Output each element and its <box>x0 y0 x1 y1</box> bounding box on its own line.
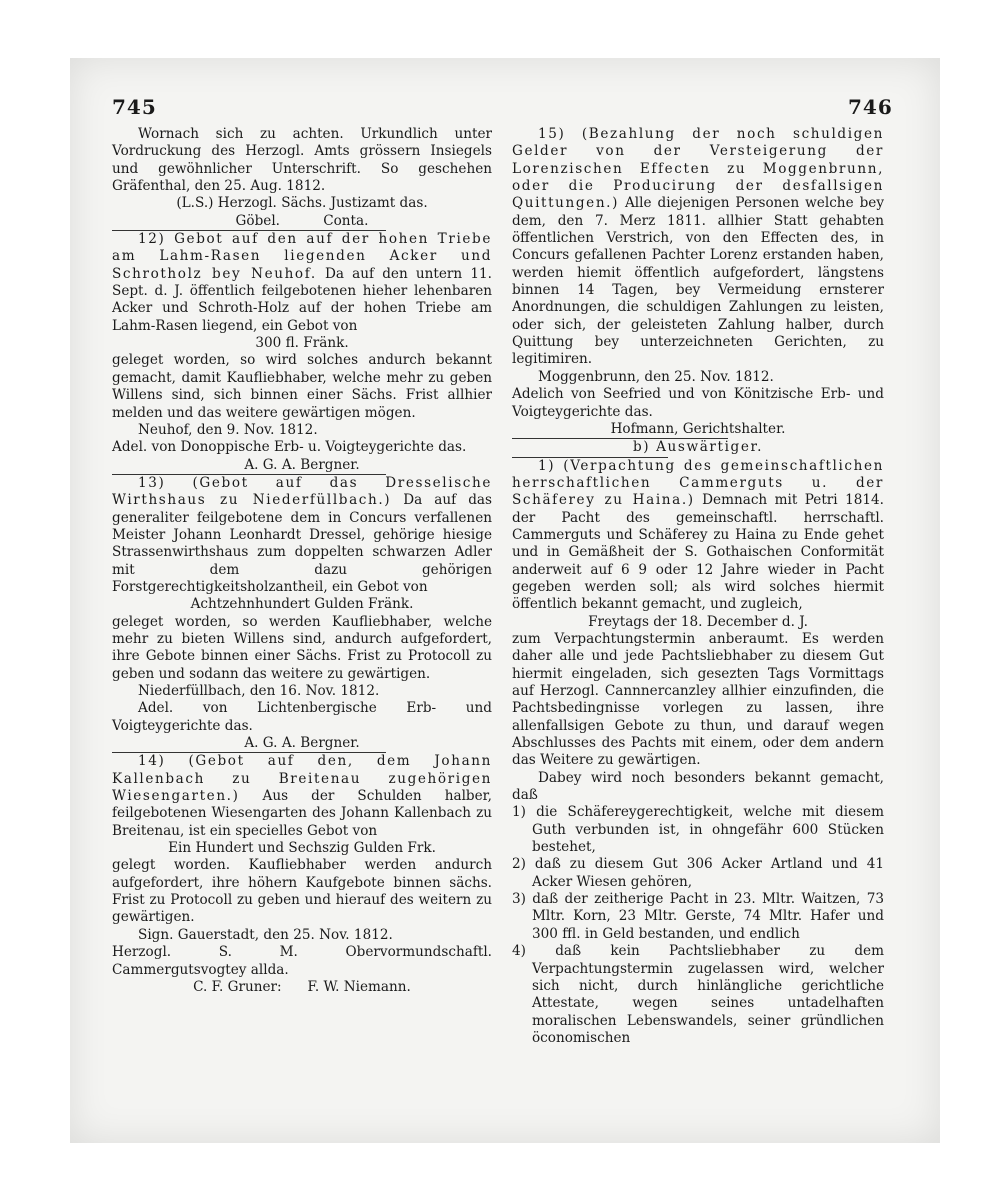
notice-14-body: Aus der Schulden halber, feilgebotenen Wiesengarten des Johann Kallenbach zu Breitenau, ist ein specielles Gebot von <box>112 788 492 839</box>
notice-12-signature: A. G. A. Bergner. <box>244 456 360 473</box>
notice-13-signature: A. G. A. Bergner. <box>244 735 360 752</box>
signatories: Göbel. Conta. <box>235 212 369 229</box>
notice-1-body-2: zum Verpachtungstermin anberaumt. Es werden daher alle und jede Pachtsliebhaber zu diesem Gut hiermit eingeladen, sich gesezten Tags Vormittags auf Herzogl. Cannnercanzley allhier einzufinden, die Pachtsbedingnisse vorlegen zu lassen, ihre allenfallsigen Gebote zu thun, und darauf wegen Abschlusses des Pachts mit einem, oder dem andern das Weitere zu gewärtigen. <box>512 630 884 769</box>
notice-1-body: Demnach mit Petri 1814. der Pacht des gemeinschaftl. herrschaftl. Cammerguts und Schäferey zu Haina zu Ende gehet und in Gemäßheit der S. Gothaischen Conformität anderweit auf 6 9 oder 12 Jahre wieder in Pacht gegeben werden soll; als wird solches hiermit öffentlich bekannt gemacht, und zugleich, <box>512 492 885 613</box>
notice-1-also: Dabey wird noch besonders bekannt gemacht, daß <box>512 769 884 804</box>
right-column <box>512 126 884 1047</box>
notice-12 <box>112 231 492 335</box>
notice-13-body: Da auf das generaliter feilgebotene dem in Concurs verfallenen Meister Johann Leonhardt Dressel, gehörige hiesige Strassenwirthshaus zum doppelten schwarzen Adler mit dem dazu gehörigen Forstgerechtigkeitsholzantheil, ein Gebot von <box>112 492 492 595</box>
list-item: 2) daß zu diesem Gut 306 Acker Artland und 41 Acker Wiesen gehören, <box>512 856 884 890</box>
notice-14-heading: 14) (Gebot auf den, dem Johann Kallenbach zu Breitenau zugehörigen Wiesengarten.) <box>112 753 492 805</box>
notice-12-heading: 12) Gebot auf den auf der hohen Triebe am Lahm-Rasen liegenden Acker und Schrotholz bey Neuhof. <box>112 231 492 282</box>
notice-15-place-date: Moggenbrunn, den 25. Nov. 1812. <box>538 368 774 385</box>
notice-13-place-date: Niederfüllbach, den 16. Nov. 1812. <box>138 683 380 699</box>
seal-signature-line: (L.S.) Herzogl. Sächs. Justizamt das. <box>176 195 428 212</box>
notice-15-authority: Adelich von Seefried und von Könitzische Erb- und Voigteygerichte das. <box>512 386 884 420</box>
notice-14-authority: Herzogl. S. M. Obervormundschaftl. Cammergutsvogtey allda. <box>112 944 492 978</box>
left-column <box>112 126 492 996</box>
notice-13-body-2: geleget worden, so werden Kaufliebhaber, welche mehr zu bieten Willens sind, andurch aufgefordert, ihre Gebote binnen einer Sächs. Frist zu Protocoll zu geben und sodann das weitere zu gewärtigen. <box>112 613 492 682</box>
list-item: 3) daß der zeitherige Pacht in 23. Mltr. Waitzen, 73 Mltr. Korn, 23 Mltr. Gerste, 74 Mltr. Hafer und 300 ffl. in Geld bestanden, und endlich <box>512 891 884 942</box>
notice-1 <box>512 458 884 614</box>
notice-1-heading: 1) (Verpachtung des gemeinschaftlichen herrschaftlichen Cammerguts u. der Schäferey zu Haina.) <box>512 457 884 509</box>
notice-13-authority: Adel. von Lichtenbergische Erb- und Voigteygerichte das. <box>112 700 492 734</box>
page-number-right: 746 <box>848 95 893 119</box>
page-number-left: 745 <box>112 95 157 119</box>
notice-15-body: Alle diejenigen Personen welche bey dem, den 7. Merz 1811. allhier Statt gehabten öffentlichen Verstrich, von den Effecten des, in Concurs gefallenen Pachter Lorenz erstanden haben, werden hiemit öffentlich aufgefordert, längstens binnen 14 Tagen, bey Vermeidung ernsterer Anordnungen, die schuldigen Zahlungen zu leisten, oder sich, der geleisteten Zahlung halber, durch Quittung bey unterzeichneten Gerichten, zu legitimiren. <box>512 195 884 368</box>
notice-13-heading: 13) (Gebot auf das Dresselische Wirthshaus zu Niederfüllbach.) <box>112 474 492 509</box>
notice-14 <box>112 753 492 840</box>
notice-15-heading: 15) (Bezahlung der noch schuldigen Gelder von der Versteigerung der Lorenzischen Effecten zu Moggenbrunn, oder die Producirung der desfallsigen Quittungen.) <box>512 126 884 212</box>
notice-1-date: Freytags der 18. December d. J. <box>588 613 808 630</box>
notice-12-body: Da auf den untern 11. Sept. d. J. öffentlich feilgebotenen hieher lehenbaren Acker und Schroth-Holz auf der hohen Triebe am Lahm-Rasen liegend, ein Gebot von <box>112 265 492 334</box>
notice-13 <box>112 475 492 596</box>
list-item: 4) daß kein Pachtsliebhaber zu dem Verpachtungstermin zugelassen wird, welcher sich nicht, durch hinlängliche gerichtliche Attestate, wegen seines untadelhaften moralischen Lebenswandels, seiner gründlichen öconomischen <box>512 943 884 1046</box>
notice-14-body-2: gelegt worden. Kaufliebhaber werden andurch aufgefordert, ihre höhern Kaufgebote binnen sächs. Frist zu Protocoll zu geben und hierauf des weitern zu gewärtigen. <box>112 857 492 926</box>
list-item: 1) die Schäfereygerechtigkeit, welche mit diesem Guth verbunden ist, in ohngefähr 600 Stücken bestehet, <box>512 804 884 856</box>
notice-12-authority: Adel. von Donoppische Erb- u. Voigteygerichte das. <box>112 439 467 456</box>
section-heading-auswaertiger: b) Auswärtiger. <box>633 439 763 456</box>
notice-12-price: 300 fl. Fränk. <box>255 335 349 352</box>
notice-14-place-date: Sign. Gauerstadt, den 25. Nov. 1812. <box>138 926 393 943</box>
notice-14-price: Ein Hundert und Sechszig Gulden Frk. <box>168 840 436 857</box>
notice-15 <box>512 126 884 369</box>
notice-13-price: Achtzehnhundert Gulden Fränk. <box>190 596 414 613</box>
intro-paragraph: Wornach sich zu achten. Urkundlich unter Vordruckung des Herzogl. Amts grössern Insiegels und gewöhnlicher Unterschrift. So geschehen Gräfenthal, den 25. Aug. 1812. <box>112 126 492 195</box>
notice-12-place-date: Neuhof, den 9. Nov. 1812. <box>138 421 318 438</box>
notice-15-signature: Hofmann, Gerichtshalter. <box>610 420 786 437</box>
notice-14-signatures: C. F. Gruner: F. W. Niemann. <box>193 978 411 995</box>
notice-12-body-2: geleget worden, so wird solches andurch bekannt gemacht, damit Kaufliebhaber, welche mehr zu geben Willens sind, sich binnen einer Sächs. Frist allhier melden und das weitere gewärtigen mögen. <box>112 352 492 421</box>
